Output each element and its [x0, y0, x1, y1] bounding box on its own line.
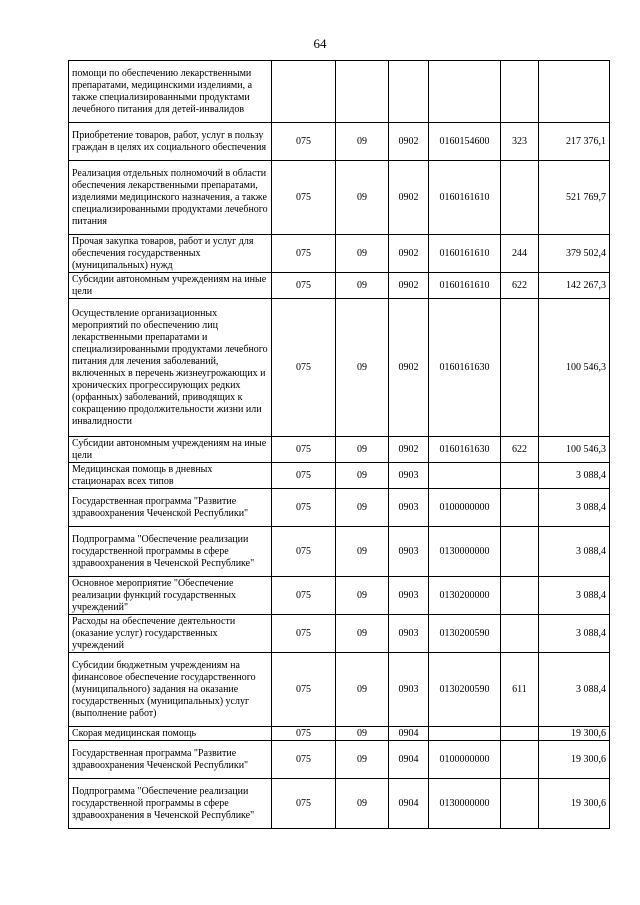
- row-target-article-cell: 0160161630: [429, 299, 501, 437]
- table-row: [69, 489, 610, 527]
- row-expense-type-cell: [501, 779, 539, 829]
- row-amount-cell: 379 502,4: [539, 235, 610, 273]
- row-subsection-cell: 0902: [389, 299, 429, 437]
- row-target-article-cell: 0160161610: [429, 273, 501, 299]
- row-section-cell: 09: [336, 577, 389, 615]
- table-row: [69, 741, 610, 779]
- row-expense-type-cell: 323: [501, 123, 539, 161]
- page-number: 64: [313, 36, 327, 51]
- row-subsection-cell: 0904: [389, 741, 429, 779]
- row-target-article-cell: 0160161610: [429, 161, 501, 235]
- row-section-cell: 09: [336, 123, 389, 161]
- row-org-code-cell: 075: [272, 463, 336, 489]
- row-org-code-cell: 075: [272, 727, 336, 741]
- row-subsection-cell: 0903: [389, 527, 429, 577]
- row-subsection-cell: [389, 61, 429, 123]
- row-subsection-cell: 0903: [389, 615, 429, 653]
- row-amount-cell: 3 088,4: [539, 489, 610, 527]
- table-row: [69, 615, 610, 653]
- row-section-cell: 09: [336, 527, 389, 577]
- row-org-code-cell: 075: [272, 653, 336, 727]
- row-name-cell: Субсидии бюджетным учреждениям на финансовое обеспечение государственного (муниципального) задания на оказание государственных (муниципальных) услуг (выполнение работ): [69, 653, 272, 727]
- table-body: [69, 61, 610, 829]
- budget-table: [68, 60, 610, 829]
- row-target-article-cell: [429, 61, 501, 123]
- row-target-article-cell: 0100000000: [429, 489, 501, 527]
- row-amount-cell: 3 088,4: [539, 615, 610, 653]
- row-amount-cell: 3 088,4: [539, 653, 610, 727]
- row-target-article-cell: 0130000000: [429, 527, 501, 577]
- table-row: [69, 61, 610, 123]
- row-target-article-cell: 0160161630: [429, 437, 501, 463]
- row-name-cell: Государственная программа "Развитие здравоохранения Чеченской Республики": [69, 489, 272, 527]
- row-target-article-cell: [429, 727, 501, 741]
- row-section-cell: 09: [336, 273, 389, 299]
- row-section-cell: 09: [336, 489, 389, 527]
- row-subsection-cell: 0903: [389, 463, 429, 489]
- row-section-cell: 09: [336, 463, 389, 489]
- row-target-article-cell: 0100000000: [429, 741, 501, 779]
- row-subsection-cell: 0902: [389, 437, 429, 463]
- row-org-code-cell: 075: [272, 161, 336, 235]
- row-subsection-cell: 0902: [389, 161, 429, 235]
- table-row: [69, 779, 610, 829]
- row-amount-cell: 3 088,4: [539, 527, 610, 577]
- table-row: [69, 437, 610, 463]
- row-amount-cell: 521 769,7: [539, 161, 610, 235]
- row-target-article-cell: 0130200000: [429, 577, 501, 615]
- table-row: [69, 577, 610, 615]
- row-name-cell: Скорая медицинская помощь: [69, 727, 272, 741]
- row-expense-type-cell: 611: [501, 653, 539, 727]
- table-row: [69, 727, 610, 741]
- row-name-cell: Приобретение товаров, работ, услуг в пользу граждан в целях их социального обеспечения: [69, 123, 272, 161]
- row-expense-type-cell: [501, 61, 539, 123]
- row-org-code-cell: 075: [272, 615, 336, 653]
- row-amount-cell: 3 088,4: [539, 463, 610, 489]
- row-name-cell: Подпрограмма "Обеспечение реализации государственной программы в сфере здравоохранения в Чеченской Республике": [69, 527, 272, 577]
- table-row: [69, 273, 610, 299]
- row-subsection-cell: 0903: [389, 653, 429, 727]
- row-expense-type-cell: 622: [501, 273, 539, 299]
- row-subsection-cell: 0904: [389, 779, 429, 829]
- row-amount-cell: 19 300,6: [539, 779, 610, 829]
- row-section-cell: 09: [336, 437, 389, 463]
- row-org-code-cell: 075: [272, 437, 336, 463]
- row-name-cell: помощи по обеспечению лекарственными препаратами, медицинскими изделиями, а также специализированными продуктами лечебного питания для детей-инвалидов: [69, 61, 272, 123]
- row-section-cell: [336, 61, 389, 123]
- row-section-cell: 09: [336, 299, 389, 437]
- row-amount-cell: 142 267,3: [539, 273, 610, 299]
- row-org-code-cell: 075: [272, 489, 336, 527]
- row-name-cell: Субсидии автономным учреждениям на иные цели: [69, 273, 272, 299]
- row-name-cell: Медицинская помощь в дневных стационарах всех типов: [69, 463, 272, 489]
- table-row: [69, 527, 610, 577]
- row-expense-type-cell: 244: [501, 235, 539, 273]
- row-subsection-cell: 0904: [389, 727, 429, 741]
- row-subsection-cell: 0902: [389, 235, 429, 273]
- row-section-cell: 09: [336, 741, 389, 779]
- row-expense-type-cell: [501, 299, 539, 437]
- row-expense-type-cell: [501, 741, 539, 779]
- table-row: [69, 653, 610, 727]
- row-subsection-cell: 0902: [389, 123, 429, 161]
- row-amount-cell: 3 088,4: [539, 577, 610, 615]
- row-target-article-cell: 0160154600: [429, 123, 501, 161]
- row-org-code-cell: 075: [272, 235, 336, 273]
- table-row: [69, 463, 610, 489]
- row-target-article-cell: 0130000000: [429, 779, 501, 829]
- row-amount-cell: 100 546,3: [539, 299, 610, 437]
- row-target-article-cell: 0130200590: [429, 653, 501, 727]
- row-amount-cell: 217 376,1: [539, 123, 610, 161]
- row-org-code-cell: 075: [272, 779, 336, 829]
- row-name-cell: Расходы на обеспечение деятельности (оказание услуг) государственных учреждений: [69, 615, 272, 653]
- row-section-cell: 09: [336, 235, 389, 273]
- row-org-code-cell: 075: [272, 741, 336, 779]
- row-org-code-cell: [272, 61, 336, 123]
- row-expense-type-cell: [501, 615, 539, 653]
- row-section-cell: 09: [336, 779, 389, 829]
- row-section-cell: 09: [336, 615, 389, 653]
- row-org-code-cell: 075: [272, 577, 336, 615]
- row-section-cell: 09: [336, 727, 389, 741]
- row-amount-cell: [539, 61, 610, 123]
- row-subsection-cell: 0903: [389, 489, 429, 527]
- row-amount-cell: 19 300,6: [539, 727, 610, 741]
- row-name-cell: Реализация отдельных полномочий в области обеспечения лекарственными препаратами, изделиями медицинского назначения, а также специализированными продуктами лечебного питания: [69, 161, 272, 235]
- row-section-cell: 09: [336, 161, 389, 235]
- row-name-cell: Государственная программа "Развитие здравоохранения Чеченской Республики": [69, 741, 272, 779]
- row-subsection-cell: 0902: [389, 273, 429, 299]
- row-name-cell: Осуществление организационных мероприятий по обеспечению лиц лекарственными препаратами и специализированными продуктами лечебного питания для лечения заболеваний, включенных в перечень жизнеугрожающих и хронических прогрессирующих редких (орфанных) заболеваний, приводящих к сокращению продолжительности жизни или инвалидности: [69, 299, 272, 437]
- row-expense-type-cell: [501, 727, 539, 741]
- row-expense-type-cell: [501, 463, 539, 489]
- row-expense-type-cell: [501, 489, 539, 527]
- row-name-cell: Прочая закупка товаров, работ и услуг для обеспечения государственных (муниципальных) нужд: [69, 235, 272, 273]
- row-org-code-cell: 075: [272, 299, 336, 437]
- row-name-cell: Подпрограмма "Обеспечение реализации государственной программы в сфере здравоохранения в Чеченской Республике": [69, 779, 272, 829]
- row-expense-type-cell: [501, 527, 539, 577]
- row-target-article-cell: 0130200590: [429, 615, 501, 653]
- row-name-cell: Субсидии автономным учреждениям на иные цели: [69, 437, 272, 463]
- row-org-code-cell: 075: [272, 123, 336, 161]
- row-section-cell: 09: [336, 653, 389, 727]
- row-expense-type-cell: 622: [501, 437, 539, 463]
- row-target-article-cell: [429, 463, 501, 489]
- row-org-code-cell: 075: [272, 527, 336, 577]
- row-name-cell: Основное мероприятие "Обеспечение реализации функций государственных учреждений": [69, 577, 272, 615]
- row-expense-type-cell: [501, 577, 539, 615]
- table-row: [69, 123, 610, 161]
- row-org-code-cell: 075: [272, 273, 336, 299]
- table-row: [69, 235, 610, 273]
- row-amount-cell: 100 546,3: [539, 437, 610, 463]
- table-row: [69, 299, 610, 437]
- row-subsection-cell: 0903: [389, 577, 429, 615]
- row-amount-cell: 19 300,6: [539, 741, 610, 779]
- row-expense-type-cell: [501, 161, 539, 235]
- row-target-article-cell: 0160161610: [429, 235, 501, 273]
- table-row: [69, 161, 610, 235]
